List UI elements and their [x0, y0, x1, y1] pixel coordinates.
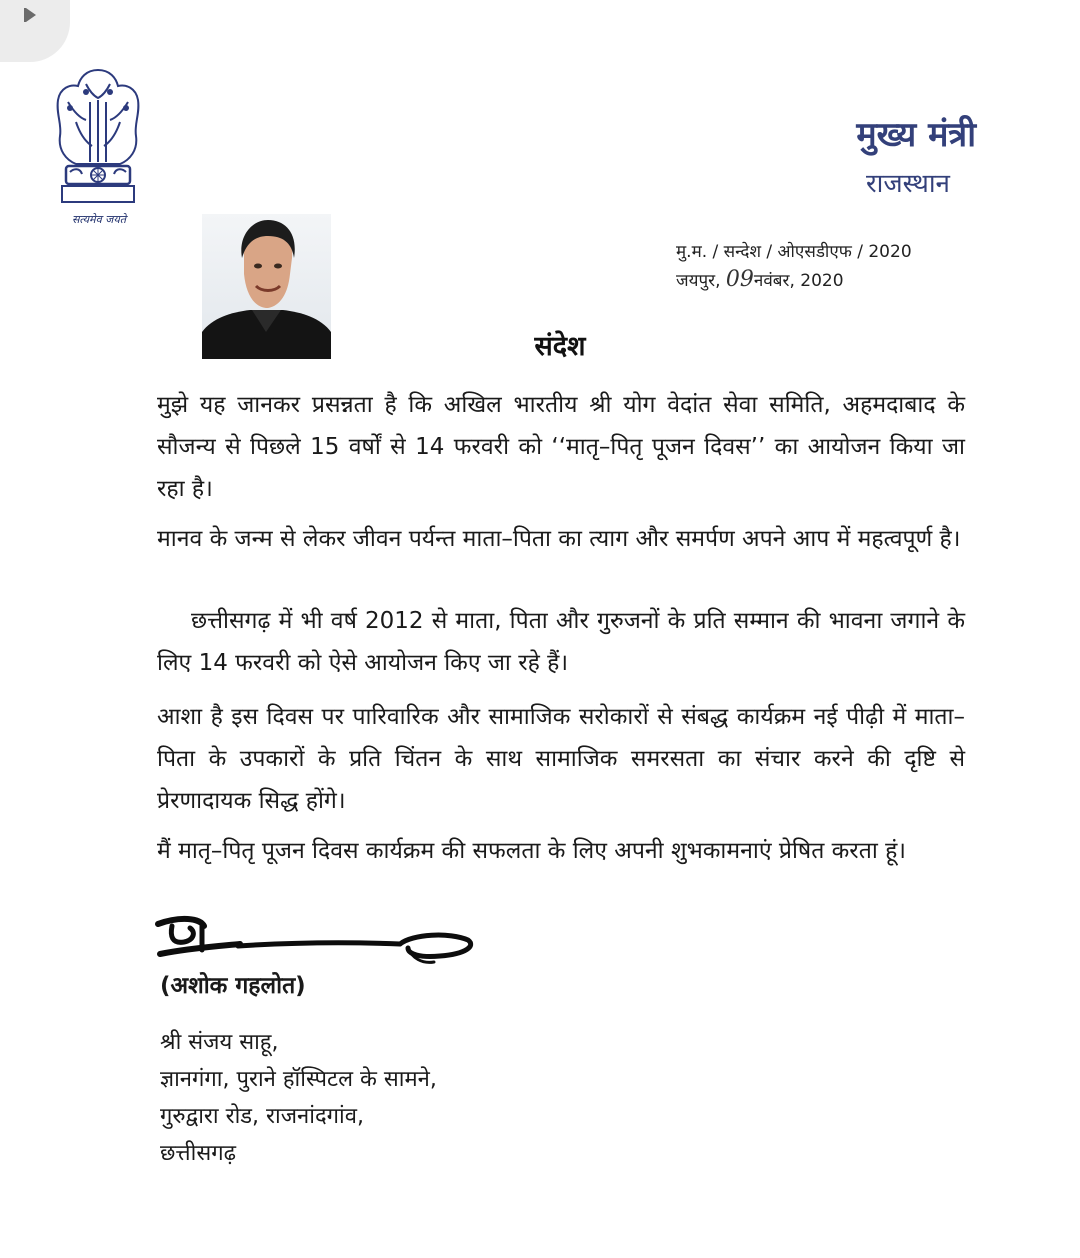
media-play-button[interactable] — [0, 0, 70, 62]
national-emblem-icon — [46, 62, 150, 222]
play-triangle-icon — [20, 2, 42, 26]
date-day: 09 — [725, 267, 754, 292]
body-paragraph-1: मुझे यह जानकर प्रसन्नता है कि अखिल भारतीय श्री योग वेदांत सेवा समिति, अहमदाबाद के सौजन्य से पिछले 15 वर्षों से 14 फरवरी को ‘‘मातृ–पितृ पूजन दिवस’’ का आयोजन किया जा रहा है। — [157, 392, 965, 502]
recipient-line-4: छत्तीसगढ़ — [160, 1141, 236, 1166]
reference-date — [676, 266, 912, 295]
handwritten-signature — [150, 906, 480, 976]
body-paragraph-5: मैं मातृ–पितृ पूजन दिवस कार्यक्रम की सफलता के लिए अपनी शुभकामनाएं प्रेषित करता हूं। — [157, 838, 907, 864]
reference-number: मु.म. / सन्देश / ओएसडीएफ / 2020 — [676, 242, 912, 262]
subject-heading: संदेश — [534, 331, 586, 362]
date-month-year: नवंबर, 2020 — [753, 271, 844, 291]
recipient-address — [160, 1024, 437, 1172]
body-paragraph-3: छत्तीसगढ़ में भी वर्ष 2012 से माता, पिता और गुरुजनों के प्रति सम्मान की भावना जगाने के लिए 14 फरवरी को ऐसे आयोजन किए जा रहे हैं। — [157, 608, 965, 676]
recipient-line-2: ज्ञानगंगा, पुराने हॉस्पिटल के सामने, — [160, 1067, 437, 1092]
office-title: मुख्य मंत्री — [856, 115, 976, 155]
reference-block — [676, 238, 912, 295]
date-place: जयपुर, — [676, 271, 721, 291]
recipient-line-1: श्री संजय साहू, — [160, 1030, 279, 1055]
body-paragraph-2: मानव के जन्म से लेकर जीवन पर्यन्त माता–पिता का त्याग और समर्पण अपने आप में महत्वपूर्ण है। — [157, 526, 961, 552]
body-paragraph-4: आशा है इस दिवस पर पारिवारिक और सामाजिक सरोकारों से संबद्ध कार्यक्रम नई पीढ़ी में माता–पिता के उपकारों के प्रति चिंतन के साथ सामाजिक समरसता का संचार करने की दृष्टि से प्रेरणादायक सिद्ध होंगे। — [157, 704, 965, 814]
emblem-motto: सत्यमेव जयते — [71, 213, 126, 226]
office-state: राजस्थान — [865, 169, 950, 199]
signatory-name: (अशोक गहलोत) — [160, 973, 306, 999]
recipient-line-3: गुरुद्वारा रोड, राजनांदगांव, — [160, 1104, 364, 1129]
